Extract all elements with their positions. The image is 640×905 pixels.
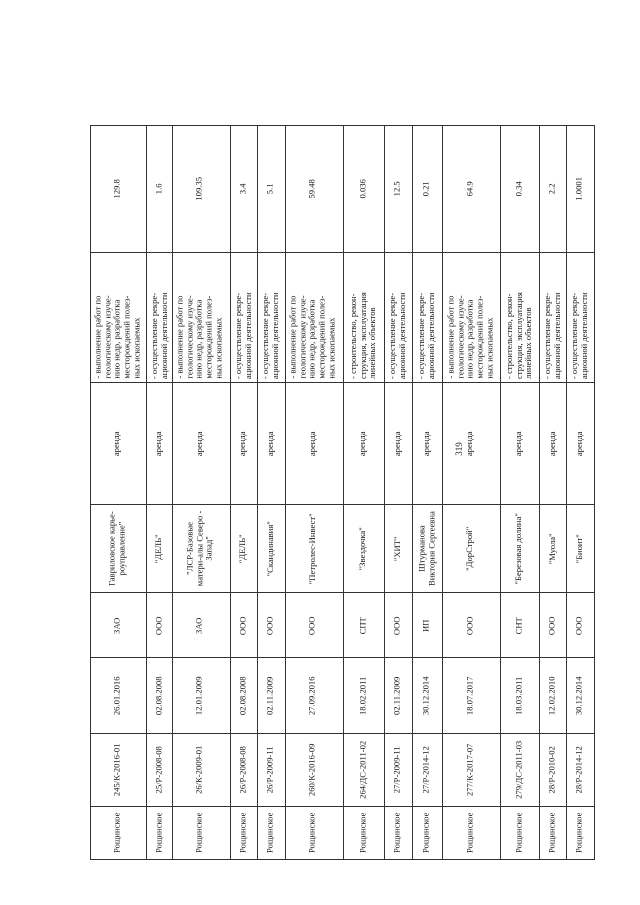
cell-text-area: 0.21 [421, 181, 432, 197]
cell-text-license: 277/К-2017-07 [464, 743, 475, 796]
cell-text-date: 27.09.2016 [307, 676, 318, 715]
cell-text-form: ИП [421, 619, 432, 632]
cell-region [540, 806, 567, 859]
cell-text-form: СНТ [513, 616, 524, 634]
cell-license [285, 733, 343, 806]
cell-area [412, 126, 442, 253]
activity-line: геологическому изуче- [184, 295, 195, 380]
activity-line: ных ископаемых [130, 318, 141, 380]
cell-name [412, 505, 442, 593]
cell-activity [540, 253, 567, 382]
cell-type [540, 382, 567, 504]
cell-form [91, 593, 147, 658]
cell-text-license: 245/К-2016-01 [111, 743, 122, 796]
cell-text-region: Рощинское [421, 812, 432, 854]
cell-text-date: 02.08.2008 [153, 676, 164, 715]
cell-text-region: Рощинское [194, 812, 205, 854]
activity-line: - осуществление рекре- [260, 292, 271, 380]
cell-text-activity [505, 253, 534, 382]
cell-license [172, 733, 230, 806]
cell-text-name: Штурманова Виктория Сергеевна [416, 511, 436, 587]
cell-text-form: ЗАО [194, 617, 205, 634]
cell-activity [91, 253, 147, 382]
table-row-region [91, 806, 595, 859]
cell-date [230, 658, 257, 733]
cell-form [384, 593, 412, 658]
cell-form [257, 593, 285, 658]
activity-line: - выполнение работ по [287, 296, 298, 380]
cell-license [384, 733, 412, 806]
cell-region [412, 806, 442, 859]
cell-text-date: 30.12.2014 [574, 676, 585, 715]
cell-text-area: 5.1 [265, 183, 276, 195]
cell-text-name: "Звездочка" [357, 527, 368, 571]
cell-area [566, 126, 594, 253]
cell-date [540, 658, 567, 733]
cell-text-type: аренда [546, 430, 557, 456]
activity-line: геологическому изуче- [454, 295, 465, 380]
cell-region [257, 806, 285, 859]
cell-text-area: 2.2 [546, 183, 557, 195]
cell-date [501, 658, 540, 733]
cell-text-name: "Петролес-Инвест" [307, 513, 318, 585]
cell-area [230, 126, 257, 253]
cell-region [384, 806, 412, 859]
cell-date [443, 658, 501, 733]
cell-text-form: ООО [237, 616, 248, 635]
table-row-license [91, 733, 595, 806]
activity-line: ационной деятельности [158, 292, 168, 380]
cell-region [147, 806, 173, 859]
activity-line: - осуществление рекре- [416, 292, 427, 380]
cell-activity [285, 253, 343, 382]
activity-line: ационной деятельности [396, 292, 407, 380]
lease-registry-table [90, 125, 595, 860]
cell-license [230, 733, 257, 806]
cell-text-area: 1.6 [153, 183, 164, 195]
activity-line: - осуществление рекре- [148, 292, 159, 380]
cell-name [501, 505, 540, 593]
cell-text-type: аренда [111, 430, 122, 456]
cell-type [91, 382, 147, 504]
cell-text-area: 109.35 [194, 177, 205, 201]
cell-license [566, 733, 594, 806]
cell-text-type: аренда [513, 430, 524, 456]
cell-text-name: "ЛСР-Базовые матери-алы Северо - Запад" [184, 510, 214, 587]
activity-line: нию недр, разработка [111, 300, 122, 380]
cell-text-form: СПТ [357, 616, 368, 634]
cell-type [147, 382, 173, 504]
cell-region [501, 806, 540, 859]
activity-line: - осуществление рекре- [569, 292, 580, 380]
cell-text-license: 264/ДС-2011-02 [357, 740, 368, 799]
cell-text-name: "ДЕЛЬ" [153, 534, 164, 564]
cell-text-name: "ДорСтрой" [464, 526, 475, 571]
cell-type [344, 382, 385, 504]
cell-name [172, 505, 230, 593]
activity-line: нию недр, разработка [464, 300, 475, 380]
cell-text-activity [93, 253, 141, 382]
cell-area [501, 126, 540, 253]
cell-text-activity [543, 253, 562, 382]
table-row-date [91, 658, 595, 733]
cell-text-area: 3.4 [237, 183, 248, 195]
cell-text-activity [349, 253, 378, 382]
cell-text-area: 64.9 [464, 181, 475, 197]
activity-line: - осуществление рекре- [541, 292, 552, 380]
cell-text-license: 28/Р-2014-12 [574, 746, 585, 794]
cell-text-activity [261, 253, 280, 382]
cell-date [91, 658, 147, 733]
cell-text-date: 30.12.2014 [421, 676, 432, 715]
cell-text-license: 28/Р-2010-02 [546, 746, 557, 794]
cell-name [257, 505, 285, 593]
activity-line: струкция, эксплуатация [513, 292, 524, 380]
cell-date [412, 658, 442, 733]
cell-date [257, 658, 285, 733]
activity-line: геологическому изуче- [297, 295, 308, 380]
cell-text-license: 260/К-2016-09 [307, 743, 318, 796]
cell-date [172, 658, 230, 733]
activity-line: ационной деятельности [425, 292, 436, 380]
activity-line: геологическому изуче- [101, 295, 112, 380]
cell-text-area: 12.5 [392, 181, 403, 197]
cell-text-date: 18.02.2011 [357, 676, 368, 715]
cell-text-region: Рощинское [111, 812, 122, 854]
cell-text-type: аренда [392, 430, 403, 456]
cell-type [172, 382, 230, 504]
activity-line: - выполнение работ по [445, 296, 456, 380]
cell-license [501, 733, 540, 806]
cell-name [230, 505, 257, 593]
cell-text-activity [446, 253, 494, 382]
cell-activity [443, 253, 501, 382]
cell-type [501, 382, 540, 504]
cell-text-form: ООО [153, 616, 164, 635]
cell-text-date: 18.07.2017 [464, 676, 475, 715]
cell-text-date: 12.01.2009 [194, 676, 205, 715]
activity-line: струкция, эксплуатация [357, 292, 368, 380]
cell-type [384, 382, 412, 504]
activity-line: ационной деятельности [551, 292, 562, 380]
cell-text-form: ООО [546, 616, 557, 635]
activity-line: - осуществление рекре- [232, 292, 243, 380]
cell-text-activity [149, 253, 168, 382]
activity-line: нию недр, разработка [307, 300, 318, 380]
cell-form [443, 593, 501, 658]
cell-text-region: Рощинское [464, 812, 475, 854]
cell-activity [147, 253, 173, 382]
cell-license [412, 733, 442, 806]
cell-type [443, 382, 501, 504]
cell-form [147, 593, 173, 658]
cell-text-type: аренда [357, 430, 368, 456]
cell-text-region: Рощинское [513, 812, 524, 854]
activity-line: месторождений полез- [316, 296, 327, 380]
cell-license [540, 733, 567, 806]
activity-line: - осуществление рекре- [387, 292, 398, 380]
cell-text-region: Рощинское [357, 812, 368, 854]
cell-region [285, 806, 343, 859]
cell-area [540, 126, 567, 253]
cell-text-name: "ДЕЛЬ" [237, 534, 248, 564]
table-body [91, 126, 595, 860]
cell-area [147, 126, 173, 253]
cell-text-license: 26/Р-2009-11 [265, 746, 276, 794]
cell-text-form: ООО [392, 616, 403, 635]
cell-text-name: "Березовая долина" [513, 512, 524, 585]
cell-activity [230, 253, 257, 382]
cell-name [443, 505, 501, 593]
cell-region [344, 806, 385, 859]
cell-form [344, 593, 385, 658]
cell-text-date: 12.02.2010 [546, 676, 557, 715]
activity-line: ных ископаемых [483, 318, 494, 380]
cell-activity [412, 253, 442, 382]
cell-text-activity [234, 253, 253, 382]
cell-activity [501, 253, 540, 382]
cell-text-region: Рощинское [265, 812, 276, 854]
cell-activity [257, 253, 285, 382]
cell-area [91, 126, 147, 253]
page-number: 319 [453, 442, 464, 456]
cell-name [91, 505, 147, 593]
cell-text-type: аренда [237, 430, 248, 456]
cell-region [172, 806, 230, 859]
cell-name [344, 505, 385, 593]
cell-region [91, 806, 147, 859]
cell-type [412, 382, 442, 504]
cell-text-form: ООО [307, 616, 318, 635]
cell-region [566, 806, 594, 859]
activity-line: - выполнение работ по [174, 296, 185, 380]
cell-text-type: аренда [574, 430, 585, 456]
cell-area [257, 126, 285, 253]
cell-text-area: 0.036 [357, 179, 368, 199]
cell-text-license: 27/Р-2014-12 [421, 746, 432, 794]
cell-text-type: аренда [194, 430, 205, 456]
activity-line: ных ископаемых [326, 318, 337, 380]
cell-text-name: "ХИТ" [392, 536, 403, 561]
cell-activity [566, 253, 594, 382]
cell-name [566, 505, 594, 593]
activity-line: месторождений полез- [120, 296, 131, 380]
cell-form [566, 593, 594, 658]
cell-license [147, 733, 173, 806]
cell-text-date: 02.08.2008 [237, 676, 248, 715]
cell-area [443, 126, 501, 253]
cell-text-license: 25/Р-2008-08 [153, 746, 164, 794]
cell-text-type: аренда [153, 430, 164, 456]
cell-text-date: 02.11.2009 [392, 676, 403, 715]
cell-form [540, 593, 567, 658]
cell-name [285, 505, 343, 593]
activity-line: - строительство, рекон- [503, 293, 514, 380]
cell-type [230, 382, 257, 504]
cell-text-region: Рощинское [307, 812, 318, 854]
cell-area [384, 126, 412, 253]
activity-line: месторождений полез- [473, 296, 484, 380]
cell-text-region: Рощинское [237, 812, 248, 854]
cell-license [257, 733, 285, 806]
cell-text-area: 59.48 [307, 179, 318, 199]
activity-line: нию недр, разработка [194, 300, 205, 380]
cell-form [285, 593, 343, 658]
cell-text-activity [176, 253, 224, 382]
activity-line: - выполнение работ по [91, 296, 102, 380]
cell-name [147, 505, 173, 593]
cell-license [344, 733, 385, 806]
cell-region [443, 806, 501, 859]
cell-area [344, 126, 385, 253]
cell-date [566, 658, 594, 733]
cell-type [285, 382, 343, 504]
cell-text-area: 129.8 [111, 179, 122, 199]
cell-text-date: 02.11.2009 [265, 676, 276, 715]
cell-text-type: аренда [421, 430, 432, 456]
cell-text-license: 27/Р-2009-11 [392, 746, 403, 794]
cell-text-activity [570, 253, 589, 382]
cell-text-name: "Муола" [546, 533, 557, 565]
activity-line: линейных объектов [523, 307, 534, 380]
cell-text-activity [417, 253, 436, 382]
table-row-activity [91, 253, 595, 382]
activity-line: ационной деятельности [242, 292, 253, 380]
cell-type [566, 382, 594, 504]
cell-date [344, 658, 385, 733]
cell-text-license: 26/К-2009-01 [194, 745, 205, 794]
cell-text-region: Рощинское [574, 812, 585, 854]
cell-text-activity [289, 253, 337, 382]
cell-form [501, 593, 540, 658]
cell-form [412, 593, 442, 658]
cell-name [384, 505, 412, 593]
table-row-name [91, 505, 595, 593]
cell-text-license: 279/ДС-2011-03 [513, 740, 524, 799]
activity-line: месторождений полез- [203, 296, 214, 380]
cell-type [257, 382, 285, 504]
cell-text-name: "Скандинавия" [265, 521, 276, 577]
activity-line: линейных объектов [366, 307, 377, 380]
activity-line: ационной деятельности [578, 292, 589, 380]
cell-text-form: ЗАО [111, 617, 122, 634]
activity-line: - строительство, рекон- [347, 293, 358, 380]
cell-activity [172, 253, 230, 382]
table-row-area [91, 126, 595, 253]
rotated-table-wrapper [90, 125, 595, 860]
cell-text-region: Рощинское [546, 812, 557, 854]
cell-text-region: Рощинское [153, 812, 164, 854]
cell-text-name: "Биоит" [574, 534, 585, 564]
cell-text-form: ООО [574, 616, 585, 635]
cell-text-activity [388, 253, 407, 382]
cell-form [230, 593, 257, 658]
cell-region [230, 806, 257, 859]
cell-text-name: Гавриловское карье-роуправление" [106, 511, 126, 587]
table-row-type [91, 382, 595, 504]
cell-form [172, 593, 230, 658]
cell-text-type: аренда [464, 430, 475, 456]
cell-name [540, 505, 567, 593]
cell-date [285, 658, 343, 733]
activity-line: ационной деятельности [269, 292, 280, 380]
cell-text-license: 26/Р-2008-08 [237, 746, 248, 794]
cell-area [285, 126, 343, 253]
cell-text-form: ООО [265, 616, 276, 635]
cell-date [147, 658, 173, 733]
cell-license [443, 733, 501, 806]
cell-activity [344, 253, 385, 382]
activity-line: ных ископаемых [213, 318, 224, 380]
cell-date [384, 658, 412, 733]
cell-text-type: аренда [307, 430, 318, 456]
cell-text-area: 1.0001 [574, 177, 585, 201]
cell-area [172, 126, 230, 253]
cell-text-date: 18.03.2011 [513, 676, 524, 715]
cell-text-area: 0.34 [513, 181, 524, 197]
table-row-form [91, 593, 595, 658]
cell-activity [384, 253, 412, 382]
cell-text-region: Рощинское [392, 812, 403, 854]
cell-license [91, 733, 147, 806]
cell-text-type: аренда [265, 430, 276, 456]
cell-text-date: 26.01.2016 [111, 676, 122, 715]
cell-text-form: ООО [464, 616, 475, 635]
